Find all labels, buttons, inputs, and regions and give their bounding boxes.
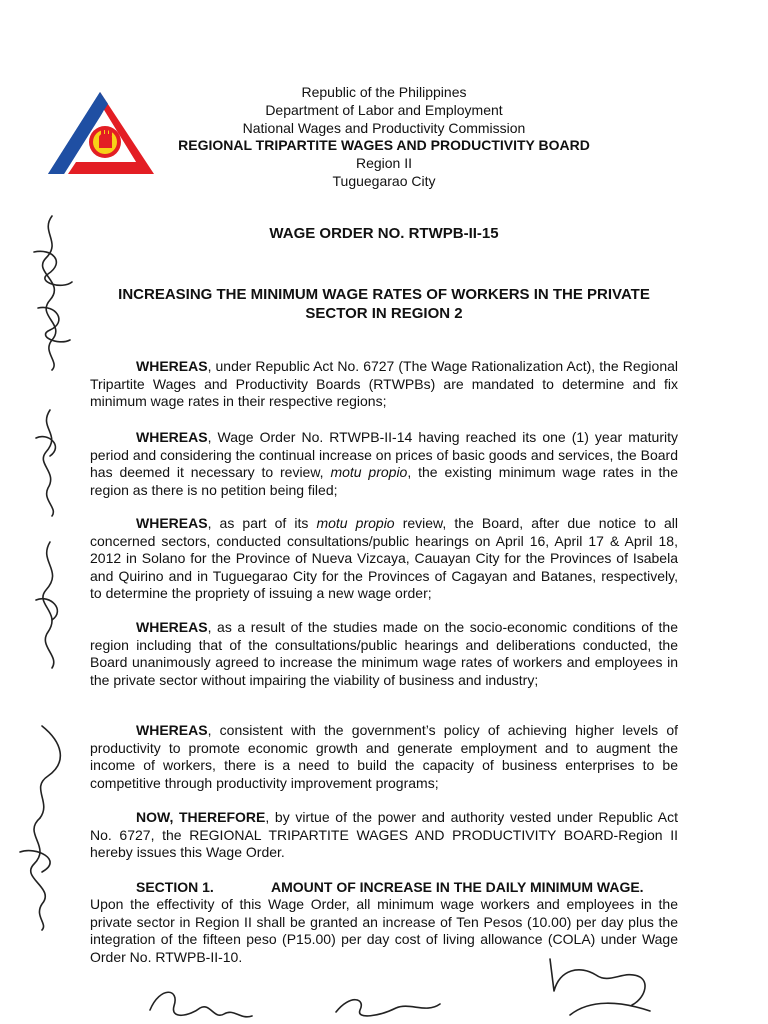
dole-logo [48,90,154,178]
header-line-board: REGIONAL TRIPARTITE WAGES AND PRODUCTIVITY BOARD [178,137,590,154]
header-line-republic: Republic of the Philippines [301,84,467,100]
header-line-department: Department of Labor and Employment [265,101,503,118]
paragraph-emphasis: motu propio [330,464,408,480]
whereas-paragraph-4 [90,619,678,689]
bottom-signature-2 [330,990,450,1024]
bottom-signature-3 [540,955,660,1024]
header-line-city: Tuguegarao City [332,172,436,189]
now-therefore-paragraph [90,809,678,862]
whereas-lead: WHEREAS [136,722,208,738]
paragraph-text: , by virtue of the power and authority vested under Republic Act No. 6727, the REGIONAL TRIPARTITE WAGES AND PRODUCTIVITY BOARD-Region II hereby issues this Wage Order. [90,809,678,860]
header-line-region: Region II [355,155,413,172]
margin-signature-3 [26,540,74,670]
paragraph-text: , the existing minimum wage rates in the region as there is no petition being filed; [90,464,678,498]
whereas-lead: WHEREAS [136,358,208,374]
section-heading-text: AMOUNT OF INCREASE IN THE DAILY MINIMUM WAGE. [271,879,644,895]
margin-signature-1 [22,212,82,372]
section-1-text: Upon the effectivity of this Wage Order, all minimum wage workers and employees in the private sector in Region II shall be granted an increase of Ten Pesos (10.00) per day plus the integration of the fifteen peso (P15.00) per day cost of living allowance (COLA) under Wage Order No. RTWPB-II-10. [90,896,678,965]
letterhead [150,84,618,191]
whereas-lead: WHEREAS [136,515,208,531]
whereas-paragraph-1 [90,358,678,411]
paragraph-emphasis: motu propio [316,515,395,531]
section-1-heading [136,879,678,895]
paragraph-text: , Wage Order No. RTWPB-II-14 having reached its one (1) year maturity period and considering the continual increase on prices of basic goods and services, the Board has deemed it necessary to review, [90,429,678,480]
header-line-commission: National Wages and Productivity Commission [242,119,526,136]
wage-order-subject: INCREASING THE MINIMUM WAGE RATES OF WORKERS IN THE PRIVATE SECTOR IN REGION 2 [118,286,650,322]
wage-order-title: WAGE ORDER NO. RTWPB-II-15 [269,225,499,242]
bottom-signature-1 [140,980,260,1024]
paragraph-text: , under Republic Act No. 6727 (The Wage Rationalization Act), the Regional Tripartite Wages and Productivity Boards (RTWPBs) are mandated to determine and fix minimum wage rates in their respective regions; [90,358,678,409]
whereas-paragraph-5 [90,722,678,792]
section-label: SECTION 1. [136,879,214,895]
whereas-lead: WHEREAS [136,429,208,445]
whereas-paragraph-2 [90,429,678,499]
margin-signature-2 [28,408,73,518]
paragraph-text: , as a result of the studies made on the socio-economic conditions of the region including that of the consultations/public hearings and deliberations conducted, the Board unanimously agreed to increase the minimum wage rates of workers and employees in the private sector without impairing the viability of business and industry; [90,619,678,688]
whereas-lead: WHEREAS [136,619,208,635]
whereas-paragraph-3 [90,515,678,603]
paragraph-text: review, the Board, after due notice to all concerned sectors, conducted consultations/public hearings on April 16, April 17 & April 18, 2012 in Solano for the Province of Nueva Vizcaya, Cauayan City for the Provinces of Isabela and Quirino and in Tuguegarao City for the Provinces of Cagayan and Batanes, respectively, to determine the propriety of issuing a new wage order; [90,515,678,601]
paragraph-text: , as part of its [207,515,317,531]
margin-signature-4 [12,722,74,932]
paragraph-text: , consistent with the government’s policy of achieving higher levels of productivity to promote economic growth and generate employment and to augment the income of workers, there is a need to build the capacity of business enterprises to be competitive through productivity improvement programs; [90,722,678,791]
now-therefore-lead: NOW, THEREFORE [136,809,266,825]
